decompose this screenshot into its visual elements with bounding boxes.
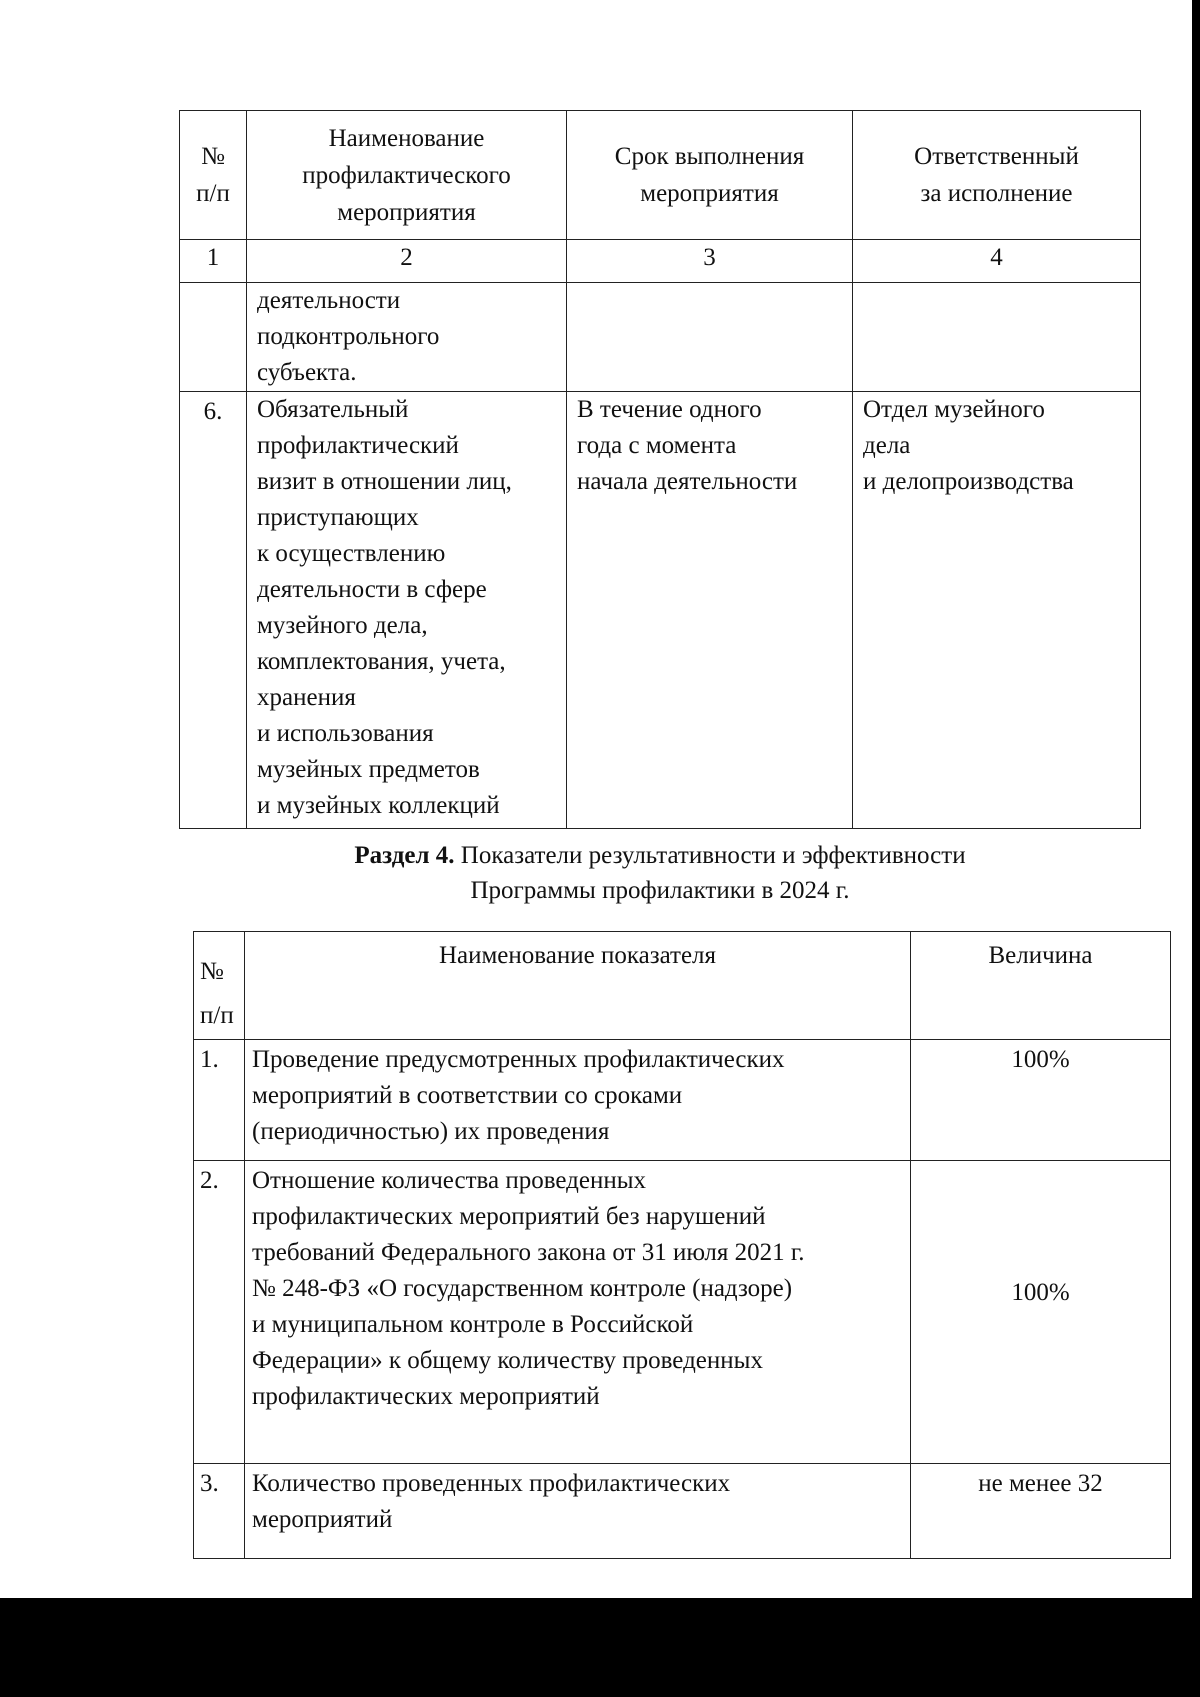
- continuation-row: [180, 283, 1141, 392]
- text-line: Ответственный: [914, 143, 1079, 170]
- section-title-part1: Показатели результативности и эффективности: [454, 842, 966, 869]
- text-line: года с момента: [577, 432, 737, 459]
- text-line: (периодичностью) их проведения: [252, 1118, 610, 1145]
- text-line: Обязательный: [257, 396, 409, 423]
- indicators-table-header-row: [194, 932, 1171, 1040]
- table-row: [194, 1040, 1171, 1161]
- text-line: мероприятия: [337, 198, 476, 226]
- text-line: и использования: [257, 720, 434, 747]
- table-row: [194, 1464, 1171, 1559]
- text-line: и музейных коллекций: [257, 792, 500, 819]
- cell-value: 100%: [911, 1040, 1171, 1161]
- text-line: требований Федерального закона от 31 июля 2021 г.: [252, 1239, 805, 1266]
- text-line: профилактических мероприятий: [252, 1383, 600, 1410]
- cell-responsible: [853, 392, 1141, 829]
- section-heading-line1: [180, 838, 1140, 873]
- cell-responsible: [853, 283, 1141, 392]
- text-line: профилактических мероприятий без нарушений: [252, 1203, 766, 1230]
- cell-num: 3.: [194, 1464, 245, 1559]
- column-numbers-row: [180, 240, 1141, 283]
- text-line: Срок выполнения: [614, 143, 805, 170]
- cell-deadline: [567, 283, 853, 392]
- section-title-part2: Программы профилактики в 2024 г.: [470, 877, 850, 904]
- text-line: деятельности в сфере: [257, 576, 487, 603]
- text-line: музейного дела,: [257, 612, 428, 639]
- cell-indicator-name: [245, 1040, 911, 1161]
- text-line: п/п: [200, 1002, 234, 1029]
- text-line: визит в отношении лиц,: [257, 468, 512, 495]
- cell-indicator-name: [245, 1161, 911, 1464]
- header-indicator-name: Наименование показателя: [245, 932, 911, 1040]
- column-number: 2: [247, 240, 567, 283]
- text-line: комплектования, учета,: [257, 648, 506, 675]
- cell-num: [180, 283, 247, 392]
- text-line: №: [201, 143, 225, 170]
- text-line: музейных предметов: [257, 756, 480, 783]
- header-responsible: [853, 111, 1141, 240]
- cell-indicator-name: [245, 1464, 911, 1559]
- text-line: № 248-ФЗ «О государственном контроле (надзоре): [252, 1275, 793, 1302]
- text-line: В течение одного: [577, 396, 762, 423]
- text-line: Отдел музейного: [863, 396, 1045, 423]
- measures-table-header-row: [180, 111, 1141, 240]
- table-row: [180, 392, 1141, 829]
- text-line: подконтрольного: [257, 323, 440, 350]
- indicators-table: [193, 931, 1171, 1559]
- text-line: Наименование: [328, 124, 485, 152]
- cell-num: 1.: [194, 1040, 245, 1161]
- text-line: №: [200, 958, 224, 985]
- cell-measure-name: [247, 392, 567, 829]
- text-line: п/п: [196, 180, 230, 207]
- measures-table: [179, 110, 1141, 829]
- column-number: 3: [567, 240, 853, 283]
- text-line: хранения: [257, 684, 356, 711]
- cell-value: 100%: [911, 1161, 1171, 1464]
- scan-right-edge: [1192, 0, 1200, 1697]
- text-line: начала деятельности: [577, 468, 798, 495]
- text-line: и делопроизводства: [863, 468, 1074, 495]
- text-line: к осуществлению: [257, 540, 446, 567]
- text-line: мероприятий в соответствии со сроками: [252, 1082, 683, 1109]
- cell-num: 6.: [180, 392, 247, 829]
- text-line: за исполнение: [920, 180, 1073, 207]
- text-line: Проведение предусмотренных профилактических: [252, 1046, 785, 1073]
- cell-value: не менее 32: [911, 1464, 1171, 1559]
- section-heading: [180, 838, 1140, 908]
- cell-deadline: [567, 392, 853, 829]
- text-line: мероприятия: [640, 180, 779, 207]
- text-line: Федерации» к общему количеству проведенных: [252, 1347, 763, 1374]
- section-label: Раздел 4.: [354, 842, 455, 869]
- column-number: 4: [853, 240, 1141, 283]
- header-num: [180, 111, 247, 240]
- column-number: 1: [180, 240, 247, 283]
- text-line: приступающих: [257, 504, 419, 531]
- header-deadline: [567, 111, 853, 240]
- header-num: [194, 932, 245, 1040]
- text-line: профилактический: [257, 432, 459, 459]
- text-line: профилактического: [302, 161, 511, 189]
- header-value: Величина: [911, 932, 1171, 1040]
- cell-num: 2.: [194, 1161, 245, 1464]
- text-line: Количество проведенных профилактических: [252, 1470, 731, 1497]
- header-measure-name: [247, 111, 567, 240]
- scan-bottom-margin: [0, 1598, 1200, 1697]
- text-line: деятельности: [257, 287, 401, 314]
- text-line: мероприятий: [252, 1506, 393, 1533]
- text-line: дела: [863, 432, 911, 459]
- text-line: и муниципальном контроле в Российской: [252, 1311, 694, 1338]
- text-line: субъекта.: [257, 359, 357, 386]
- text-line: Отношение количества проведенных: [252, 1167, 647, 1194]
- cell-measure-name: [247, 283, 567, 392]
- table-row: [194, 1161, 1171, 1464]
